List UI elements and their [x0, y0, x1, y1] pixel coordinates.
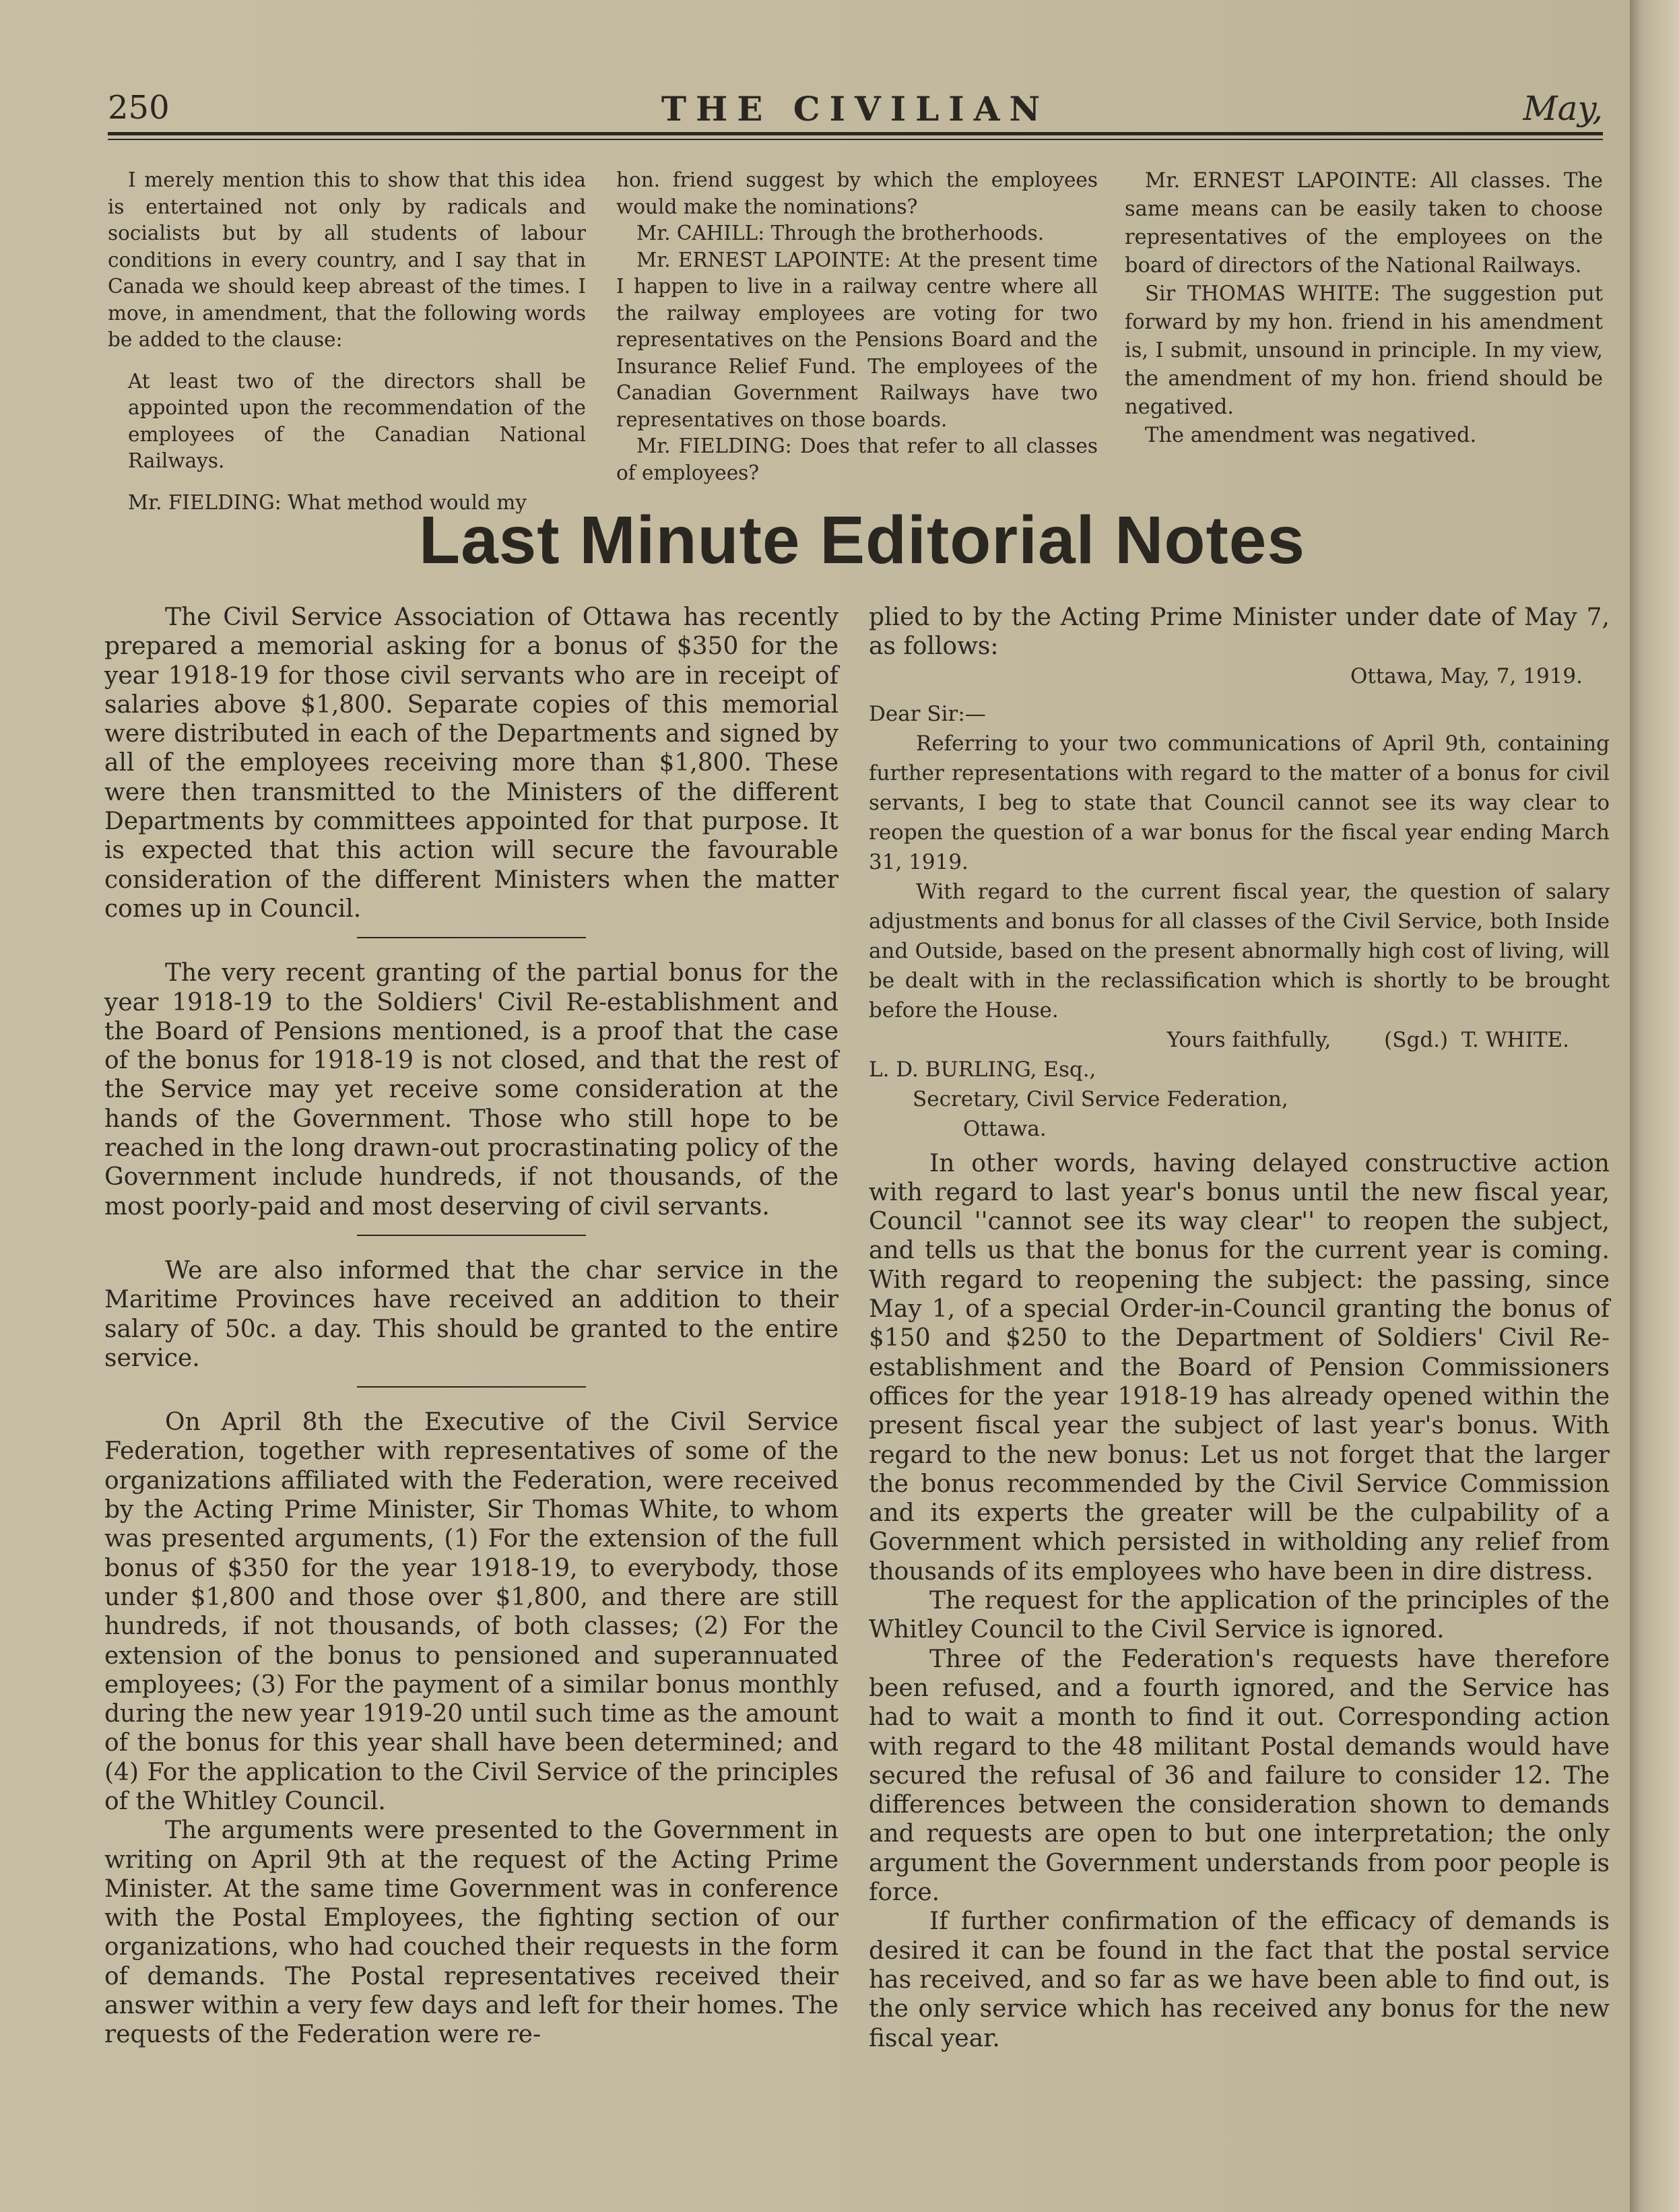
letter-salutation: Dear Sir:—: [869, 701, 986, 726]
paragraph: In other words, having delayed constructive action with regard to last year's bonus until the new fiscal year, Council ''cannot see its way clear'' to reopen the subject, and tells us that the bonus for the current year is coming. With regard to reopening the subject: the passing, since May 1, of a special Order-in-Council granting the bonus of $150 and $250 to the Department of Soldiers' Civil Re-establishment and the Board of Pension Commissioners offices for the year 1918-19 has already opened within the present fiscal year the subject of last year's bonus. With regard to the new bonus: Let us not forget that the larger the bonus recommended by the Civil Service Commission and its experts the greater will be the culpability of a Government which persisted in witholding any relief from thousands of its employees who have been in dire distress.: [869, 1149, 1610, 1586]
paragraph: Mr. CAHILL: Through the brotherhoods.: [636, 222, 1045, 245]
letter-addressee: Secretary, Civil Service Federation,: [913, 1086, 1288, 1111]
paragraph: Mr. ERNEST LAPOINTE: At the present time I happen to live in a railway centre where all the railway employees are voting for two representatives on the Pensions Board and the Insurance Relief Fund. The employees of the Canadian Government Railways have two representatives on those boards.: [616, 248, 1098, 431]
letter-body: Referring to your two communications of April 9th, containing further representations with regard to the matter of a bonus for civil servants, I beg to state that Council cannot see its way clear to reopen the question of a war bonus for the fiscal year ending March 31, 1919.: [869, 731, 1610, 874]
paragraph: hon. friend suggest by which the employees would make the nominations?: [616, 168, 1098, 218]
header-rule-thin: [108, 139, 1603, 140]
letter-date: Ottawa, May, 7, 1919.: [1350, 663, 1583, 688]
paragraph: Mr. ERNEST LAPOINTE: All classes. The same means can be easily taken to choose representatives of the employees on the board of directors of the National Railways.: [1125, 169, 1603, 278]
paragraph: Sir THOMAS WHITE: The suggestion put forward by my hon. friend in his amendment is, I submit, unsound in principle. In my view, the amendment of my hon. friend should be negatived.: [1125, 282, 1603, 419]
page-number: 250: [108, 89, 170, 127]
page-header: [108, 89, 1603, 129]
section-headline: Last Minute Editorial Notes: [418, 502, 1305, 578]
top-column-3: [1125, 167, 1603, 450]
paragraph: On April 8th the Executive of the Civil Service Federation, together with representatives of some of the organizations affiliated with the Federation, were received by the Acting Prime Minister, Sir Thomas White, to whom was presented arguments, (1) For the extension of the full bonus of $350 for the year 1918-19, to everybody, those under $1,800 and those over $1,800, and there are still hundreds, if not thousands, of both classes; (2) For the extension of the bonus to pensioned and superannuated employees; (3) For the payment of a similar bonus monthly during the new year 1919-20 until such time as the amount of the bonus for this year shall have been determined; and (4) For the application to the Civil Service of the principles of the Whitley Council.: [104, 1408, 838, 1815]
issue-month: May,: [1523, 89, 1603, 128]
letter-body: With regard to the current fiscal year, the question of salary adjustments and bonus for all classes of the Civil Service, both Inside and Outside, based on the present abnormally high cost of living, will be dealt with in the reclassification which is shortly to be brought before the House.: [869, 879, 1610, 1022]
paragraph: plied to by the Acting Prime Minister under date of May 7, as follows:: [869, 604, 1610, 661]
paragraph: The arguments were presented to the Government in writing on April 9th at the request of the Acting Prime Minister. At the same time Government was in conference with the Postal Employees, the fighting section of our organizations, who had couched their requests in the form of demands. The Postal representatives received their answer within a very few days and left for their homes. The requests of the Federation were re-: [104, 1817, 838, 2049]
letter-closing: Yours faithfully, (Sgd.) T. WHITE.: [1166, 1027, 1569, 1052]
divider: [357, 1235, 586, 1236]
paragraph: Mr. FIELDING: Does that refer to all classes of employees?: [616, 434, 1098, 484]
quoted-amendment: At least two of the directors shall be appointed upon the recommendation of the employees of the Canadian National Railways.: [128, 369, 586, 472]
paragraph: The amendment was negatived.: [1145, 424, 1477, 447]
divider: [357, 937, 586, 938]
paragraph: I merely mention this to show that this idea is entertained not only by radicals and socialists but by all students of labour conditions in every country, and I say that in Canada we should keep abreast of the times. I move, in amendment, that the following words be added to the clause:: [108, 168, 586, 351]
quoted-letter: [869, 661, 1610, 1144]
paragraph: The Civil Service Association of Ottawa has recently prepared a memorial asking for a bonus of $350 for the year 1918-19 for those civil servants who are in receipt of salaries above $1,800. Separate copies of this memorial were distributed in each of the Departments and signed by all of the employees receiving more than $1,800. These were then transmitted to the Ministers of the different Departments by committees appointed for that purpose. It is expected that this action will secure the favourable consideration of the different Ministers when the matter comes up in Council.: [104, 604, 838, 923]
page-edge: [1630, 0, 1679, 2212]
paragraph: Mr. FIELDING: What method would my: [128, 490, 527, 514]
editorial-left-column: [104, 603, 838, 2050]
paragraph: The very recent granting of the partial bonus for the year 1918-19 to the Soldiers' Civil Re-establishment and the Board of Pensions mentioned, is a proof that the case of the bonus for 1918-19 is not closed, and that the rest of the Service may yet receive some consideration at the hands of the Government. Those who still hope to be reached in the long drawn-out procrastinating policy of the Government include hundreds, if not thousands, of the most poorly-paid and most deserving of civil servants.: [104, 959, 838, 1221]
letter-addressee: Ottawa.: [963, 1116, 1047, 1141]
divider: [357, 1386, 586, 1388]
paragraph: The request for the application of the principles of the Whitley Council to the Civil Service is ignored.: [869, 1587, 1610, 1644]
header-rule: [108, 132, 1603, 135]
top-column-2: [616, 167, 1098, 486]
top-column-1: [108, 167, 586, 521]
letter-addressee: L. D. BURLING, Esq.,: [869, 1057, 1096, 1082]
paragraph: We are also informed that the char service in the Maritime Provinces have received an addition to their salary of 50c. a day. This should be granted to the entire service.: [104, 1256, 838, 1372]
paragraph: Three of the Federation's requests have therefore been refused, and a fourth ignored, and the Service has had to wait a month to find it out. Corresponding action with regard to the 48 militant Postal demands would have secured the refusal of 36 and failure to consider 12. The differences between the consideration shown to demands and requests are open to but one interpretation; the only argument the Government understands from poor people is force.: [869, 1645, 1610, 1907]
publication-title: THE CIVILIAN: [661, 89, 1050, 129]
editorial-right-column: [869, 603, 1610, 2053]
paragraph: If further confirmation of the efficacy of demands is desired it can be found in the fact that the postal service has received, and so far as we have been able to find out, is the only service which has received any bonus for the new fiscal year.: [869, 1908, 1610, 2052]
